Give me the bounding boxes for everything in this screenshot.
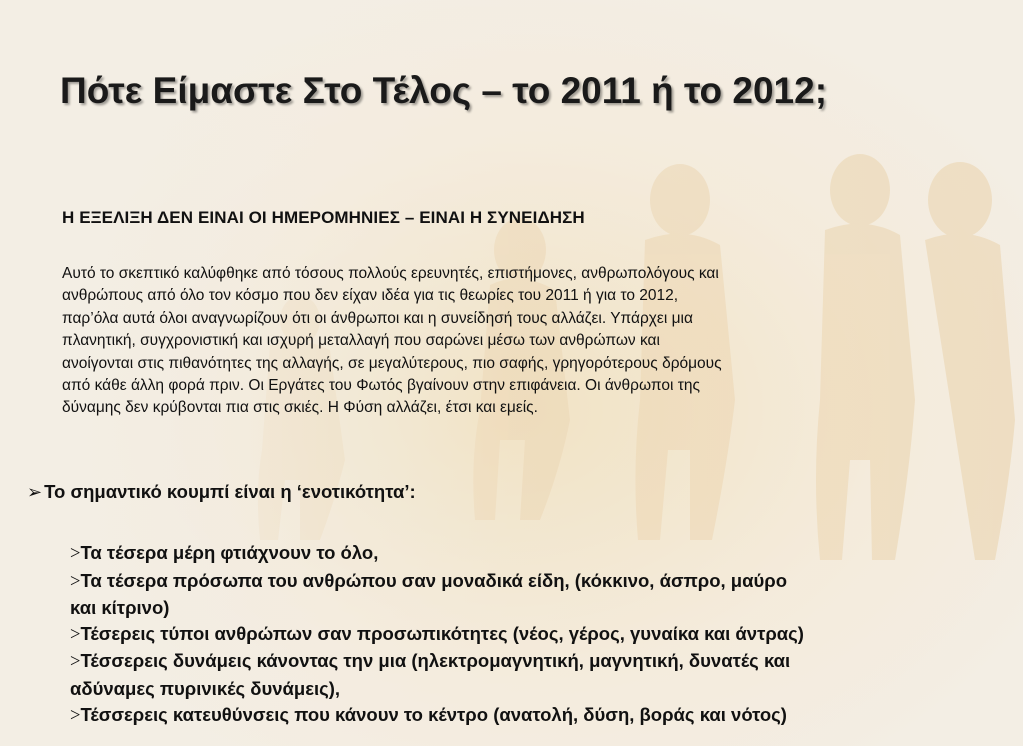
greater-than-marker-icon: > bbox=[70, 571, 81, 592]
list-item bbox=[70, 702, 1000, 730]
greater-than-marker-icon: > bbox=[70, 624, 81, 645]
paragraph-line: ανοίγονται στις πιθανότητες της αλλαγής, σε μεγαλύτερους, πιο σαφής, γρηγορότερους δρόμους bbox=[62, 354, 722, 372]
list-item bbox=[70, 568, 1000, 621]
body-paragraph bbox=[62, 263, 942, 420]
list-item-text: Τέσσερεις κατευθύνσεις που κάνουν το κέντρο (ανατολή, δύση, βοράς και νότος) bbox=[80, 703, 787, 725]
list-item-text: Τα τέσερα μέρη φτιάχνουν το όλο, bbox=[80, 542, 379, 563]
greater-than-marker-icon: > bbox=[70, 544, 81, 564]
paragraph-line: Αυτό το σκεπτικό καλύφθηκε από τόσους πολλούς ερευνητές, επιστήμονες, ανθρωπολόγους και bbox=[62, 265, 719, 282]
list-item bbox=[70, 621, 1000, 649]
list-item-text: Τέσσερεις δυνάμεις κάνοντας την μια (ηλεκτρομαγνητική, μαγνητική, δυνατές και bbox=[80, 650, 791, 672]
list-item bbox=[70, 540, 1000, 568]
slide-title: Πότε Είμαστε Στο Τέλος – το 2011 ή το 2012; bbox=[60, 70, 828, 111]
paragraph-line: παρ’όλα αυτά όλοι αναγνωρίζουν ότι οι άνθρωποι και η συνείδησή τους αλλάζει. Υπάρχει μια bbox=[62, 309, 693, 327]
list-item bbox=[70, 648, 1000, 701]
section-heading: Η ΕΞΕΛΙΞΗ ΔΕΝ ΕΙΝΑΙ ΟΙ ΗΜΕΡΟΜΗΝΙΕΣ – ΕΙΝΑΙ Η ΣΥΝΕΙΔΗΣΗ bbox=[62, 208, 585, 227]
greater-than-marker-icon: > bbox=[70, 652, 81, 673]
four-items-list bbox=[70, 540, 1000, 729]
arrow-bullet-icon: ➢ bbox=[27, 482, 43, 502]
list-item-text: Τα τέσερα πρόσωπα του ανθρώπου σαν μοναδικά είδη, (κόκκινο, άσπρο, μαύρο bbox=[80, 569, 787, 591]
paragraph-line: ανθρώπους από όλο τον κόσμο που δεν είχαν ιδέα για τις θεωρίες του 2011 ή για το 2012, bbox=[62, 287, 679, 305]
key-bullet-text: Το σημαντικό κουμπί είναι η ‘ενοτικότητα’: bbox=[44, 481, 416, 502]
list-item-text: Τέσερεις τύποι ανθρώπων σαν προσωπικότητες (νέος, γέρος, γυναίκα και άντρας) bbox=[80, 622, 804, 644]
paragraph-line: από κάθε άλλη φορά πριν. Οι Εργάτες του Φωτός βγαίνουν στην επιφάνεια. Οι άνθρωποι της bbox=[62, 377, 700, 395]
list-item-text-continued: αδύναμες πυρινικές δυνάμεις), bbox=[70, 677, 341, 699]
paragraph-line: πλανητική, συγχρονιστική και ισχυρή μεταλλαγή που σαρώνει μέσω των ανθρώπων και bbox=[62, 332, 660, 350]
list-item-text-continued: και κίτρινο) bbox=[70, 597, 170, 619]
key-bullet bbox=[27, 481, 927, 503]
paragraph-line: δύναμης δεν κρύβονται πια στις σκιές. Η Φύση αλλάζει, έτσι και εμείς. bbox=[62, 399, 538, 417]
greater-than-marker-icon: > bbox=[70, 705, 81, 726]
